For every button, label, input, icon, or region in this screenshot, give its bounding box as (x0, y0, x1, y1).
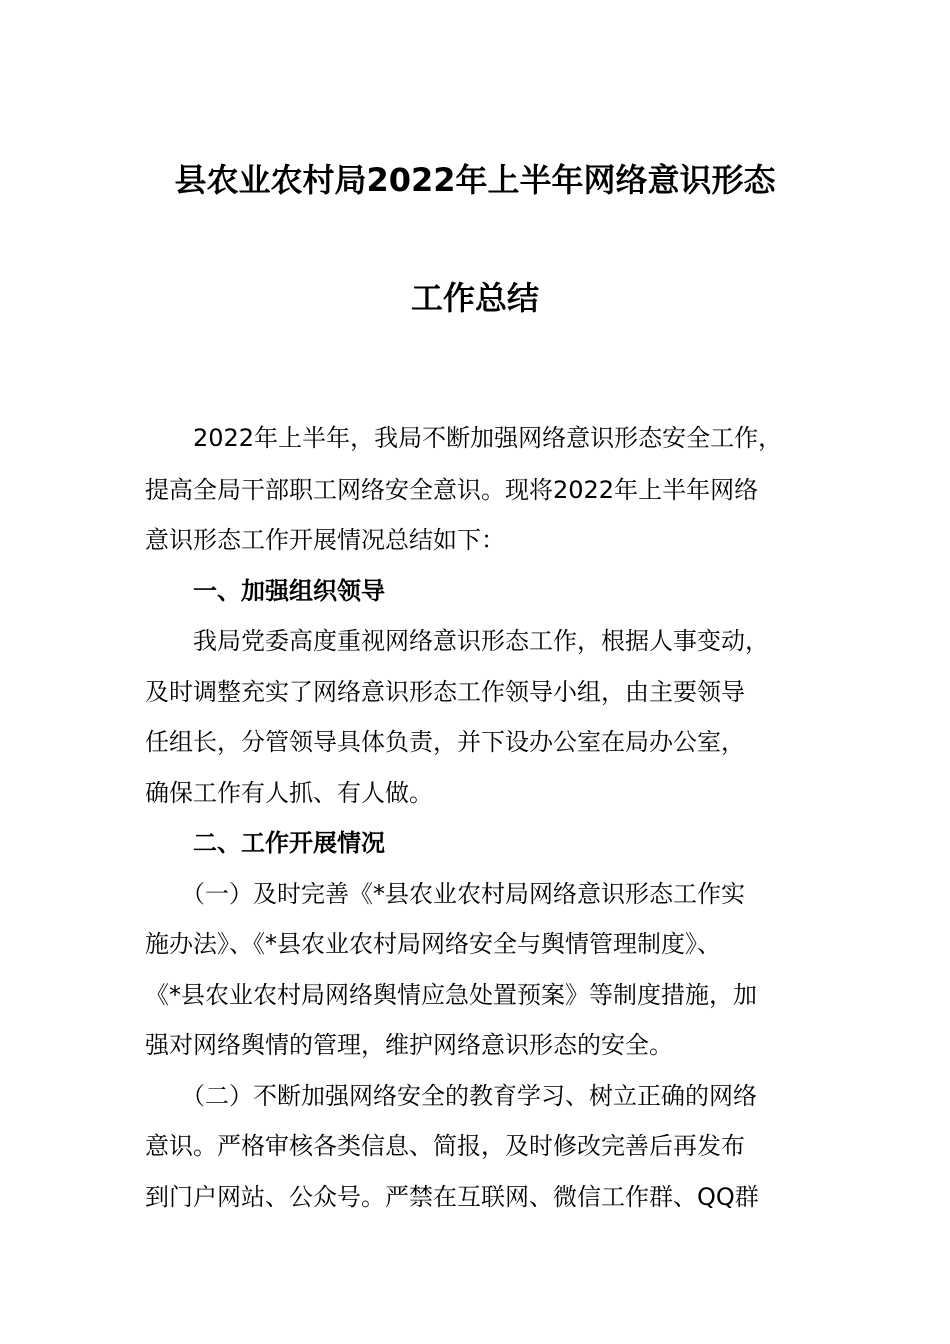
body-line: 2022年上半年，我局不断加强网络意识形态安全工作， (145, 424, 783, 452)
body-line: 确保工作有人抓、有人做。 (145, 779, 433, 807)
document-title-line-1: 县农业农村局2022年上半年网络意识形态 (174, 161, 776, 199)
document-title-line-2: 工作总结 (410, 279, 539, 317)
body-line: 意识形态工作开展情况总结如下： (145, 526, 505, 554)
body-line: 任组长，分管领导具体负责，并下设办公室在局办公室， (145, 728, 745, 756)
body-line: 及时调整充实了网络意识形态工作领导小组，由主要领导 (145, 678, 745, 706)
body-line: （二）不断加强网络安全的教育学习、树立正确的网络 (145, 1082, 757, 1110)
body-line: 我局党委高度重视网络意识形态工作，根据人事变动， (145, 627, 769, 655)
body-line: 施办法》、《*县农业农村局网络安全与舆情管理制度》、 (145, 930, 721, 958)
body-line: （一）及时完善《*县农业农村局网络意识形态工作实 (145, 880, 745, 908)
body-line: 《*县农业农村局网络舆情应急处置预案》等制度措施，加 (145, 981, 757, 1009)
section-heading: 一、加强组织领导 (145, 577, 385, 605)
body-line: 强对网络舆情的管理，维护网络意识形态的安全。 (145, 1031, 673, 1059)
section-heading: 二、工作开展情况 (145, 829, 385, 857)
body-line: 提高全局干部职工网络安全意识。现将2022年上半年网络 (145, 476, 759, 504)
body-line: 意识。严格审核各类信息、简报，及时修改完善后再发布 (145, 1132, 745, 1160)
body-line: 到门户网站、公众号。严禁在互联网、微信工作群、QQ群 (145, 1183, 759, 1211)
